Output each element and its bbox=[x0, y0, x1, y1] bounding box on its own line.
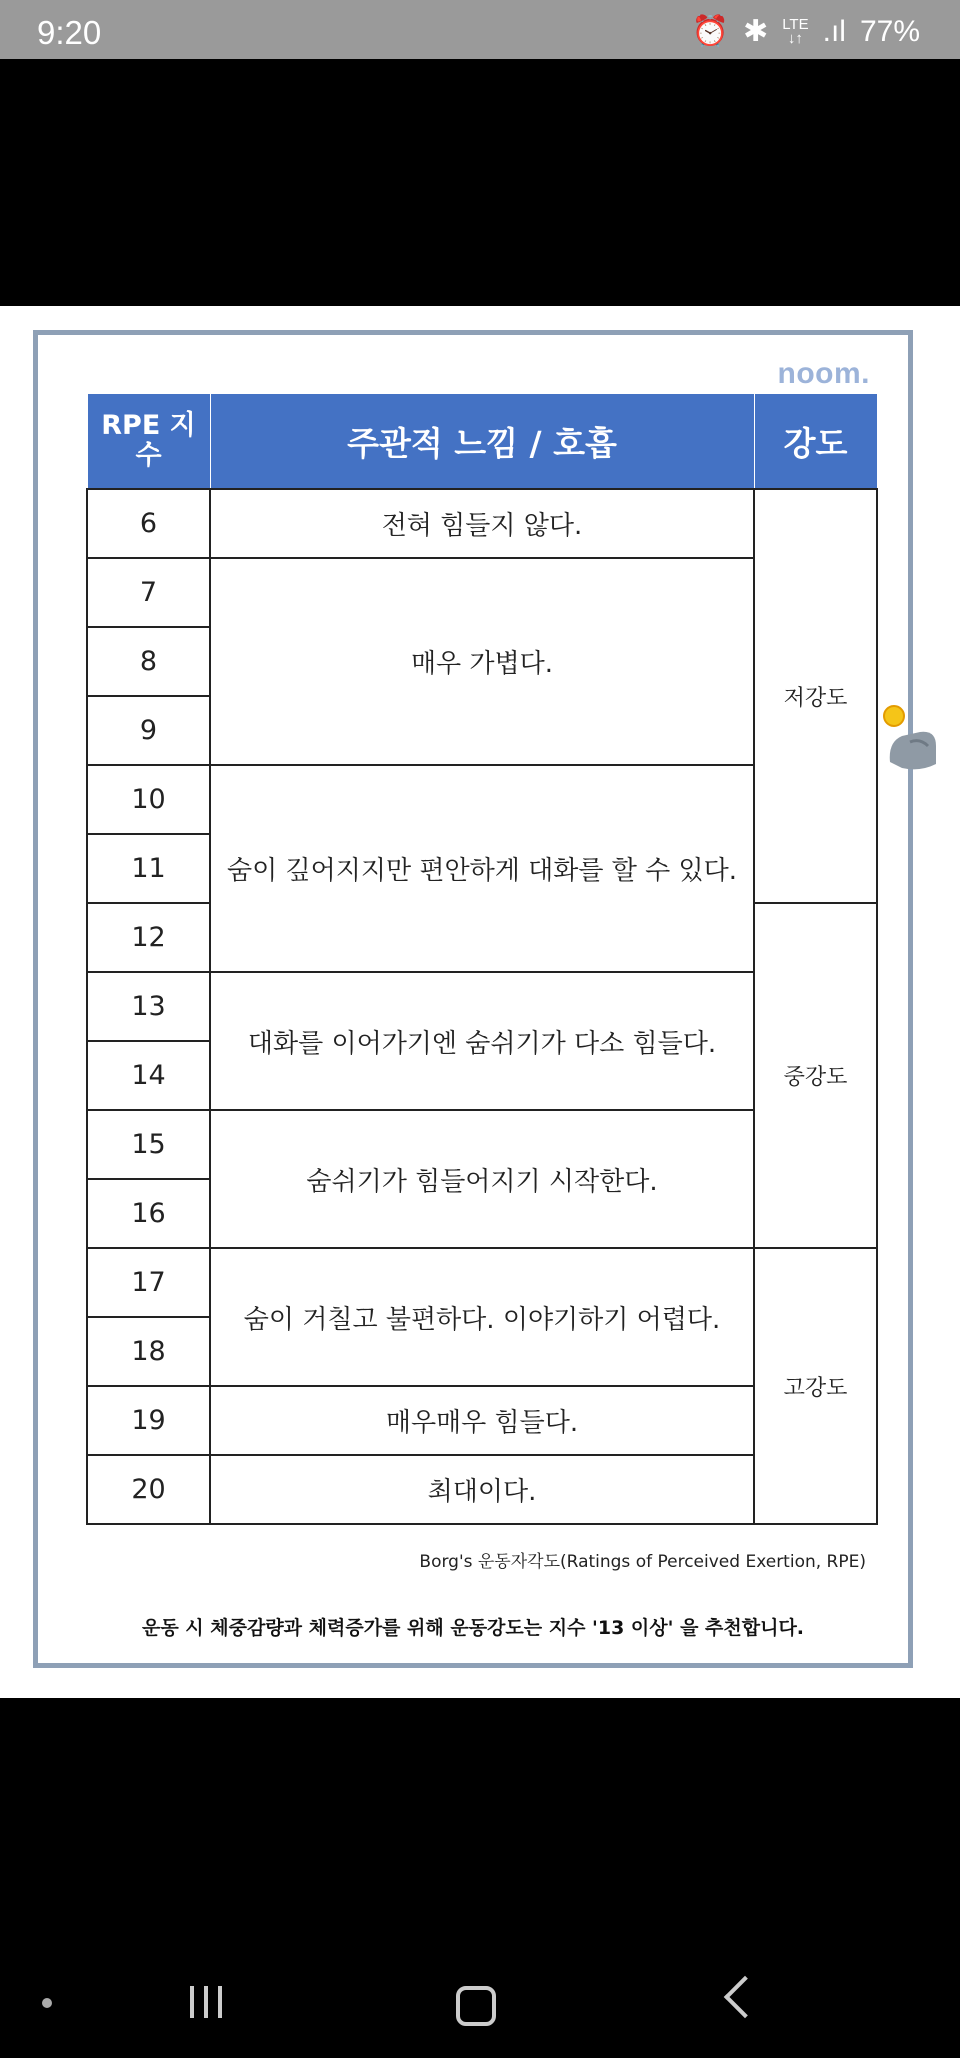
rpe-number: 8 bbox=[87, 627, 210, 696]
signal-icon: .ıl bbox=[822, 14, 846, 48]
intensity-mid: 중강도 bbox=[754, 903, 877, 1248]
status-time: 9:20 bbox=[37, 14, 102, 51]
recent-apps-icon bbox=[190, 1986, 194, 2018]
rpe-description: 매우매우 힘들다. bbox=[210, 1386, 754, 1455]
status-icons bbox=[692, 14, 920, 49]
header-intensity: 강도 bbox=[754, 394, 877, 490]
rpe-description: 최대이다. bbox=[210, 1455, 754, 1524]
rpe-number: 10 bbox=[87, 765, 210, 834]
rpe-description: 전혀 힘들지 않다. bbox=[210, 489, 754, 558]
recommendation-note: 운동 시 체중감량과 체력증가를 위해 운동강도는 지수 '13 이상' 을 추천합니다. bbox=[141, 1617, 805, 1639]
back-button[interactable] bbox=[724, 1976, 766, 2018]
rpe-number: 20 bbox=[87, 1455, 210, 1524]
rpe-number: 13 bbox=[87, 972, 210, 1041]
rpe-number: 12 bbox=[87, 903, 210, 972]
header-rpe: RPE 지수 bbox=[87, 394, 210, 490]
rpe-number: 14 bbox=[87, 1041, 210, 1110]
rpe-number: 6 bbox=[87, 489, 210, 558]
rpe-table bbox=[86, 393, 878, 1525]
rpe-card bbox=[33, 330, 913, 1668]
status-bar bbox=[0, 0, 960, 59]
navigation-bar bbox=[0, 1948, 960, 2058]
rpe-number: 11 bbox=[87, 834, 210, 903]
home-button[interactable] bbox=[456, 1986, 496, 2026]
rpe-number: 19 bbox=[87, 1386, 210, 1455]
flexing-arm-icon bbox=[880, 702, 944, 782]
rpe-description: 숨쉬기가 힘들어지기 시작한다. bbox=[210, 1110, 754, 1248]
rpe-description: 숨이 깊어지지만 편안하게 대화를 할 수 있다. bbox=[210, 765, 754, 972]
rpe-number: 9 bbox=[87, 696, 210, 765]
battery-level: 77% bbox=[859, 14, 920, 48]
rpe-number: 7 bbox=[87, 558, 210, 627]
image-viewer[interactable] bbox=[0, 306, 960, 1698]
rpe-description: 매우 가볍다. bbox=[210, 558, 754, 765]
rpe-number: 15 bbox=[87, 1110, 210, 1179]
alarm-icon: ⏰ bbox=[691, 15, 730, 48]
intensity-high: 고강도 bbox=[754, 1248, 877, 1524]
rpe-description: 숨이 거칠고 불편하다. 이야기하기 어렵다. bbox=[210, 1248, 754, 1386]
header-feeling: 주관적 느낌 / 호흡 bbox=[210, 394, 754, 490]
bluetooth-icon: ✱ bbox=[743, 15, 769, 48]
intensity-low: 저강도 bbox=[754, 489, 877, 903]
rpe-number: 18 bbox=[87, 1317, 210, 1386]
rpe-number: 16 bbox=[87, 1179, 210, 1248]
dot-icon bbox=[42, 1998, 52, 2008]
source-caption: Borg's 운동자각도(Ratings of Perceived Exertion, RPE) bbox=[419, 1552, 866, 1572]
rpe-number: 17 bbox=[87, 1248, 210, 1317]
rpe-description: 대화를 이어가기엔 숨쉬기가 다소 힘들다. bbox=[210, 972, 754, 1110]
noom-logo: noom. bbox=[777, 357, 870, 390]
recent-apps-button[interactable] bbox=[190, 1986, 222, 2018]
lte-icon: LTE ↓↑ bbox=[782, 15, 809, 47]
